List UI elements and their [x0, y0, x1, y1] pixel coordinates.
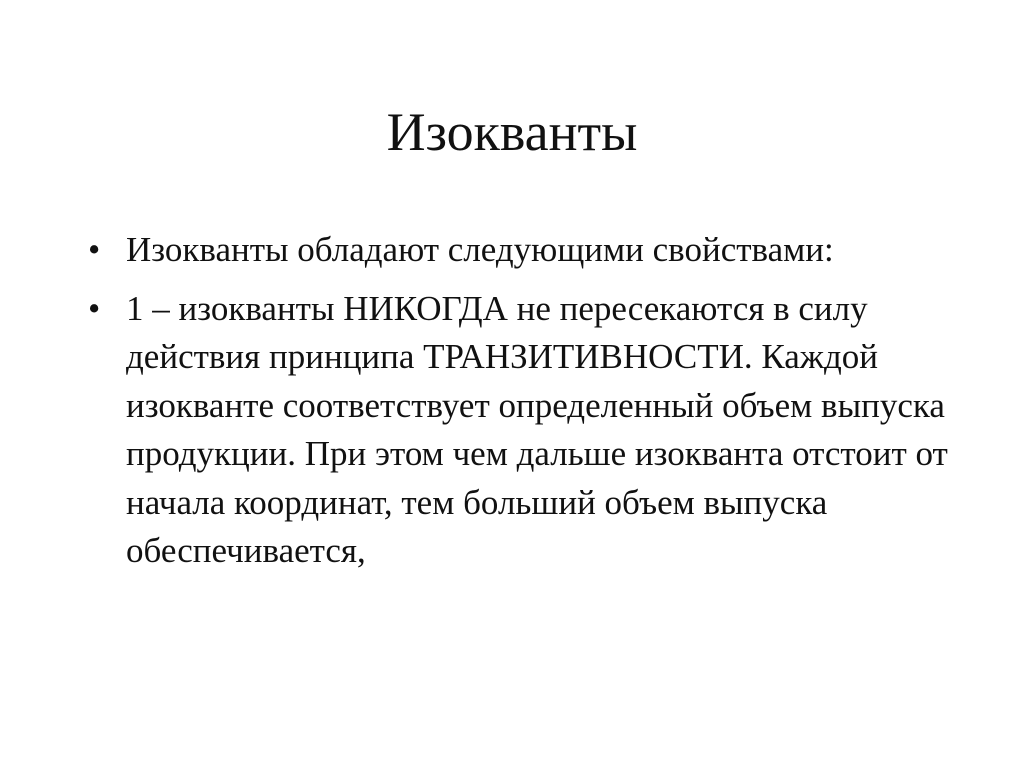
bullet-icon: • [88, 288, 101, 328]
bullet-text: Изокванты обладают следующими свойствами: [126, 230, 834, 269]
slide-title: Изокванты [386, 102, 638, 162]
bullet-list [82, 226, 962, 586]
bullet-item-property-1 [82, 285, 962, 576]
bullet-icon: • [88, 230, 101, 269]
bullet-item-properties [82, 226, 962, 275]
bullet-text: 1 – изокванты НИКОГДА не пересекаются в силу действия принципа ТРАНЗИТИВНОСТИ. Каждой изокванте соответствует определенный объем выпуска продукции. При этом чем дальше изокванта отстоит от начала координат, тем больший объем выпуска обеспечивается, [126, 288, 948, 570]
